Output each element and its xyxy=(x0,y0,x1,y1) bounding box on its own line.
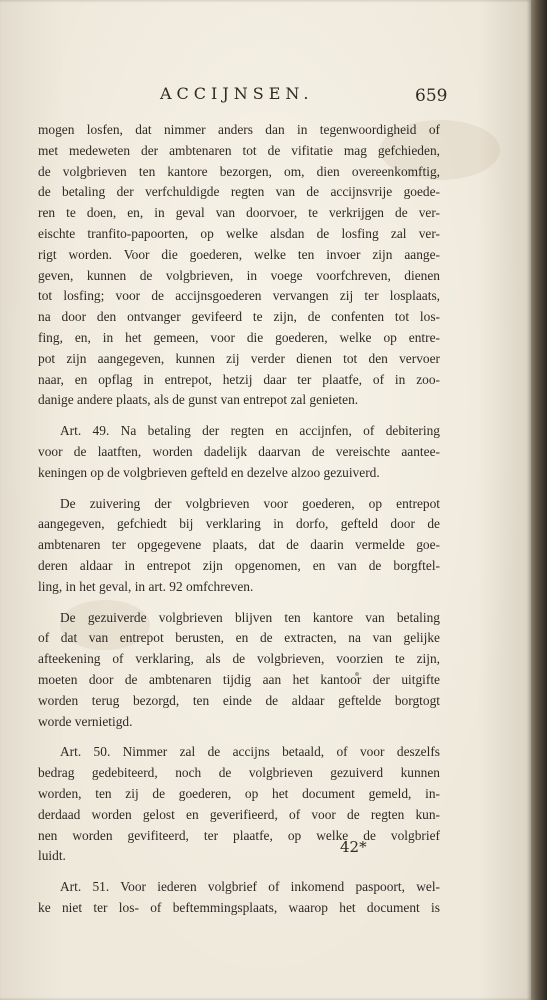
text-line: luidt. xyxy=(38,848,66,864)
book-edge xyxy=(531,0,547,1000)
text-line: ke niet ter los- of beftemmingsplaats, waarop het document is xyxy=(38,899,440,915)
text-line: eischte tranfito-papoorten, op welke alsdan de losfing zal ver- xyxy=(38,225,440,241)
text-line: worde vernietigd. xyxy=(38,713,133,729)
text-line: rigt worden. Voor die goederen, welke ten invoer zijn aange- xyxy=(38,246,440,262)
text-line: keningen op de volgbrieven gefteld en dezelve alzoo gezuiverd. xyxy=(38,464,380,480)
text-line: ambtenaren ter opgegevene plaats, dat de daarin vermelde goe- xyxy=(38,537,440,553)
text-line: deren aldaar in entrepot zijn opgenomen, en van de borgftel- xyxy=(38,557,440,573)
text-line: De gezuiverde volgbrieven blijven ten kantore van betaling xyxy=(60,609,440,625)
body-text xyxy=(38,120,440,919)
text-line: moeten door de ambtenaren tijdig aan het kantoor der uitgifte xyxy=(38,671,440,687)
text-line: of dat van entrepot berusten, en de extracten, na van gelijke xyxy=(38,630,440,646)
text-line: aangegeven, gefchiedt bij verklaring in dorfo, gefteld door de xyxy=(38,516,440,532)
article-paragraph xyxy=(38,877,440,919)
text-line: Art. 50. Nimmer zal de accijns betaald, of voor deszelfs xyxy=(60,744,440,760)
text-line: de volgbrieven ten kantore bezorgen, om, dien overeenkomftig, xyxy=(38,163,440,179)
page-number: 659 xyxy=(415,86,448,106)
text-line: Art. 51. Voor iederen volgbrief of inkomend paspoort, wel- xyxy=(60,879,440,895)
text-line: derdaad worden gelost en geverifieerd, of voor de regten kun- xyxy=(38,806,440,822)
text-line: geven, kunnen de volgbrieven, in voege voorfchreven, dienen xyxy=(38,267,440,283)
text-line: pot zijn aangegeven, kunnen zij verder dienen tot den vervoer xyxy=(38,350,440,366)
running-head: ACCIJNSEN. xyxy=(160,84,314,103)
text-line: met medeweten der ambtenaren tot de vifitatie mag gefchieden, xyxy=(38,142,440,158)
text-line: tot losfing; voor de accijnsgoederen vervangen zij ter losplaats, xyxy=(38,288,440,304)
text-line: ling, in het geval, in art. 92 omfchreven. xyxy=(38,578,254,594)
text-line: De zuivering der volgbrieven voor goederen, op entrepot xyxy=(60,495,440,511)
text-line: de betaling der verfchuldigde regten van de accijnsvrije goede- xyxy=(38,184,440,200)
paragraph xyxy=(38,120,440,411)
article-paragraph xyxy=(38,421,440,483)
text-line: mogen losfen, dat nimmer anders dan in tegenwoordigheid of xyxy=(38,122,440,137)
text-line: voor de laatften, worden dadelijk daarvan de vereischte aantee- xyxy=(38,443,440,459)
text-line: naar, en opflag in entrepot, hetzij daar ter plaatfe, of in zoo- xyxy=(38,371,440,387)
text-line: bedrag gedebiteerd, noch de volgbrieven gezuiverd kunnen xyxy=(38,765,440,781)
text-line: ren te doen, en, in geval van doorvoer, te verkrijgen de ver- xyxy=(38,205,440,221)
text-line: worden, ten zij de goederen, op het document gemeld, in- xyxy=(38,785,440,801)
signature-mark: 42* xyxy=(340,838,367,856)
article-paragraph xyxy=(38,742,440,867)
paragraph xyxy=(38,608,440,733)
text-line: fing, en, in het gemeen, voor die goederen, welke op entre- xyxy=(38,329,440,345)
text-line: nen worden gevifiteerd, ter plaatfe, op welke de volgbrief xyxy=(38,827,440,843)
text-line: Art. 49. Na betaling der regten en accijnfen, of debitering xyxy=(60,423,440,439)
text-line: danige andere plaats, als de gunst van entrepot zal genieten. xyxy=(38,392,359,408)
paragraph xyxy=(38,494,440,598)
text-line: afteekening of verklaring, als de volgbrieven, voorzien te zijn, xyxy=(38,651,440,667)
text-line: worden terug bezorgd, ten einde de aldaar geftelde borgtogt xyxy=(38,692,440,708)
text-line: na door den ontvanger gevifeerd te zijn, de confenten tot los- xyxy=(38,309,440,325)
